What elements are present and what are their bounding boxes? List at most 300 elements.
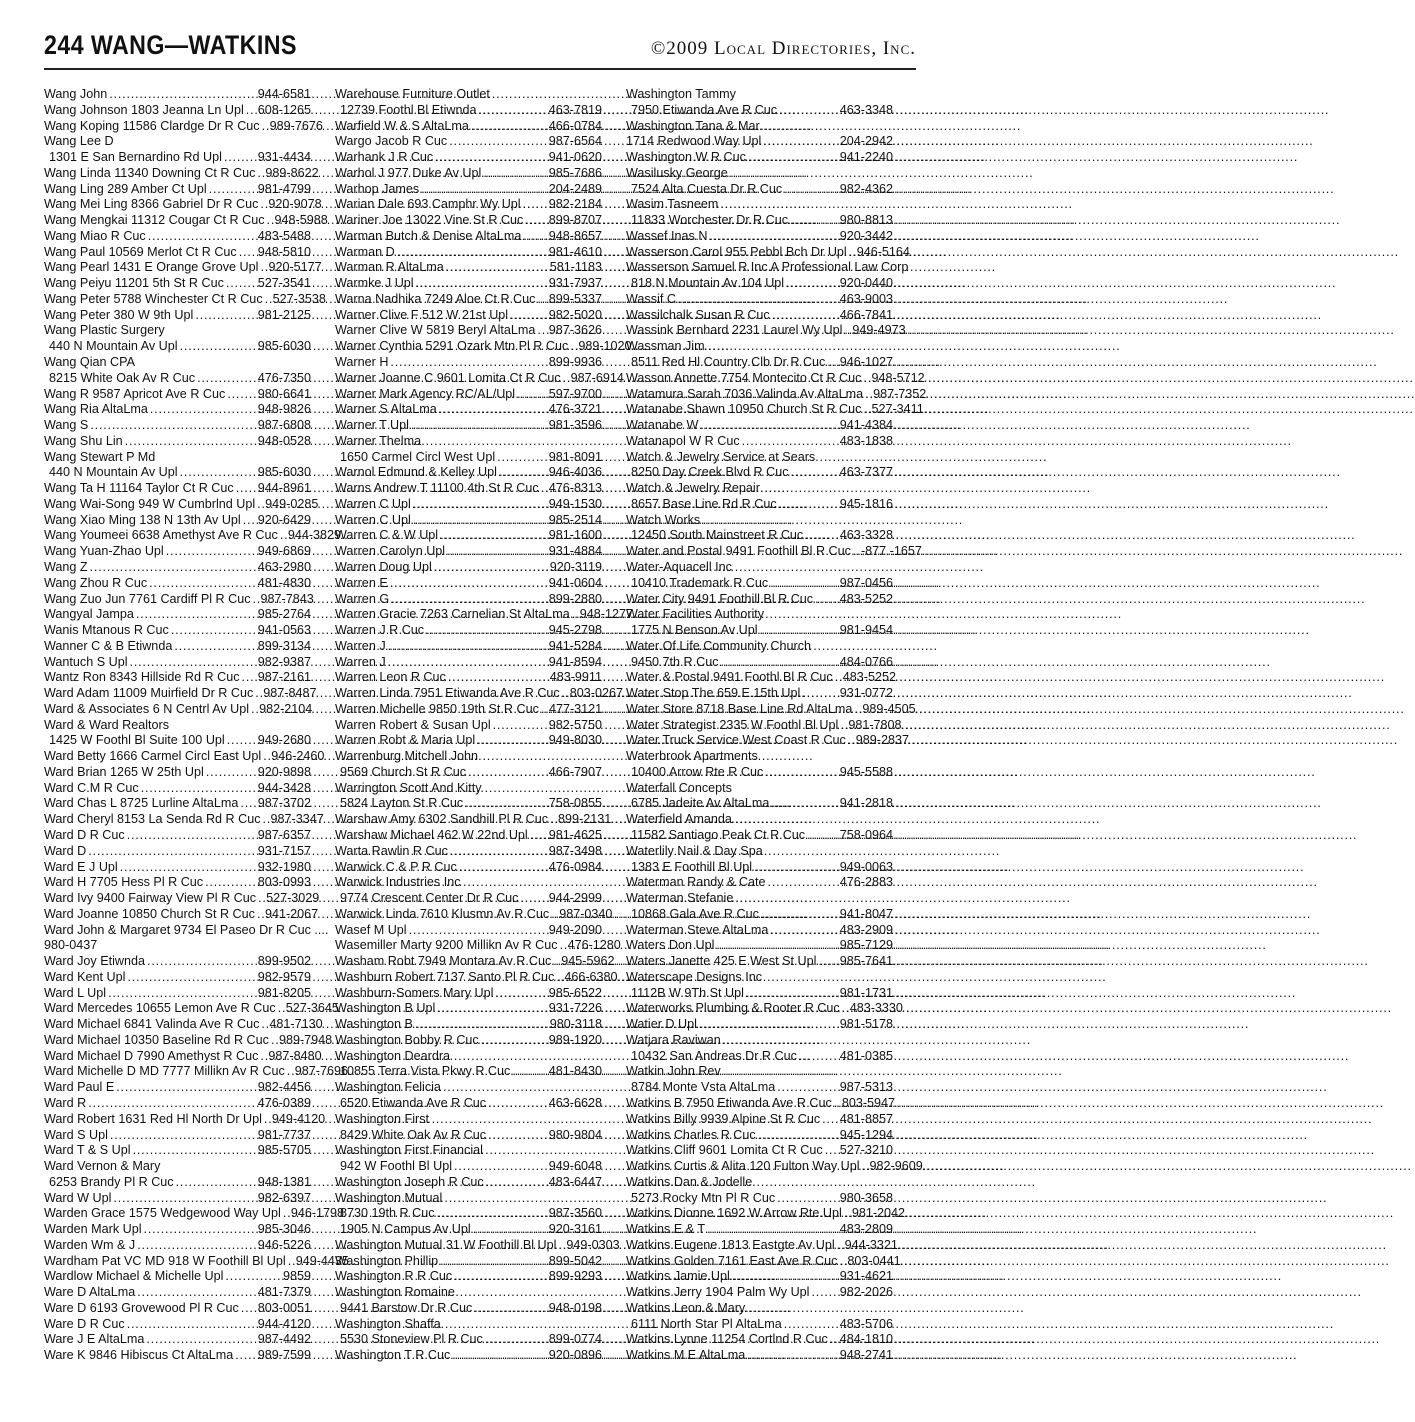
listing-name: Ward Michelle D MD 7777 Millikn Av R Cuc [44, 1064, 285, 1079]
phone-number: 932-1980 [257, 859, 311, 874]
listing-name: 9450 7th R Cuc [631, 654, 719, 669]
dot-leader [851, 544, 861, 560]
listing-entry [335, 796, 602, 812]
listing-entry [335, 906, 613, 923]
dot-leader [539, 481, 549, 497]
phone-number: 758-0964 [839, 827, 893, 842]
dot-leader [828, 1332, 840, 1348]
phone-number: 803-0441 [847, 1253, 901, 1268]
listing-entry [44, 1096, 311, 1112]
phone-number: 981-4610 [548, 244, 602, 259]
listing-heading [626, 450, 893, 466]
phone-number: 899-3134 [257, 638, 311, 653]
phone-number: 982-2184 [548, 197, 602, 212]
dot-leader [444, 260, 550, 276]
listing-entry [335, 465, 602, 481]
listing-name: Watkin John Rev [626, 1064, 721, 1079]
listing-entry [335, 1206, 602, 1222]
listing-heading [335, 1143, 602, 1159]
phone-number: 982-4456 [257, 1080, 311, 1095]
listing-name: Ward Mercedes 10655 Lemon Ave R Cuc [44, 1001, 276, 1016]
listing-name: Ward Robert 1631 Red Hl North Dr Upl [44, 1111, 262, 1126]
phone-number: 597-9700 [548, 386, 602, 401]
dot-leader [788, 213, 840, 229]
dot-leader [768, 576, 840, 592]
listing-name: Wang Yuan-Zhao Upl [44, 544, 164, 559]
listing-entry [44, 402, 311, 418]
phone-number: 463-2980 [257, 559, 311, 574]
dot-leader [510, 1064, 548, 1080]
dot-leader [446, 670, 550, 686]
listing-name: Washburn-Somers Mary Upl [335, 985, 494, 1000]
phone-number: 980-3658 [839, 1190, 893, 1205]
dot-leader [497, 465, 549, 481]
phone-number: 476-7350 [257, 370, 311, 385]
dot-leader [797, 1049, 840, 1065]
dot-leader [483, 1332, 549, 1348]
listing-entry [335, 1096, 602, 1112]
phone-number: 803-0051 [257, 1300, 311, 1315]
dot-leader [388, 576, 549, 592]
listing-entry [44, 245, 311, 261]
phone-number: 483-5488 [257, 228, 311, 243]
listing-entry [335, 260, 602, 276]
listing-name: Warman Butch & Denise AltaLma [335, 228, 522, 243]
listing-name: Warhop James [335, 181, 420, 196]
dot-leader [260, 119, 270, 135]
listing-entry [335, 308, 602, 324]
listing-name: 6253 Brandy Pl R Cuc [49, 1174, 174, 1189]
phone-number: 920-3161 [548, 1222, 602, 1237]
listing-entry [335, 245, 602, 261]
dot-leader [448, 844, 549, 860]
listing-entry [335, 292, 602, 308]
listing-heading [44, 718, 311, 734]
phone-number: 982-2104 [259, 701, 313, 716]
listing-entry [44, 560, 311, 576]
listing-heading [626, 639, 893, 655]
listing-entry [626, 544, 922, 560]
phone-number: 944-3829 [287, 528, 342, 543]
listing-name: Warren Carolyn Upl [335, 544, 446, 559]
dot-leader [861, 371, 871, 387]
listing-entry [626, 1159, 923, 1175]
phone-number: 204-2489 [548, 181, 602, 196]
listing-entry [626, 134, 893, 150]
listing-entry [335, 986, 602, 1002]
phone-number: 948-8657 [548, 228, 602, 243]
listing-entry [44, 513, 311, 529]
dot-leader [816, 954, 839, 970]
listing-entry [335, 1128, 602, 1144]
listing-entry [44, 528, 342, 544]
dot-leader [491, 718, 549, 734]
dot-leader [86, 1096, 258, 1112]
phone-number: 981-7808 [848, 717, 902, 732]
listing-entry [626, 308, 893, 324]
phone-number: 463-3348 [839, 102, 893, 117]
phone-number: 944-3428 [257, 780, 311, 795]
phone-number: 899-9293 [548, 1269, 602, 1284]
listing-entry [335, 1064, 602, 1080]
listing-name: Wang Ta H 11164 Taylor Ct R Cuc [44, 481, 234, 496]
listing-entry [44, 1206, 345, 1222]
listing-heading [44, 355, 311, 371]
dot-leader [125, 970, 257, 986]
listing-name: Wasim Tasneem [626, 197, 719, 212]
dot-leader [766, 875, 840, 891]
phone-number: 899-8707 [548, 213, 602, 228]
listing-name: Ward C.M R Cuc [44, 780, 139, 795]
phone-number: 920-9898 [257, 764, 311, 779]
listing-entry [44, 906, 319, 923]
listing-entry [335, 166, 602, 182]
phone-number: 484-0766 [839, 654, 893, 669]
listing-name: 980-0437 [44, 938, 98, 953]
dot-leader [777, 103, 840, 119]
listing-entry [44, 844, 311, 860]
phone-number: 945-5962 [561, 954, 615, 969]
dot-leader [258, 197, 268, 213]
listing-entry [335, 323, 602, 339]
listing-entry [44, 812, 324, 828]
listing-entry [44, 418, 311, 434]
phone-number: 476-2883 [839, 875, 893, 890]
phone-number: 982-5750 [548, 717, 602, 732]
dot-leader [432, 560, 550, 576]
dot-leader [111, 1191, 257, 1207]
listing-name: Watanabe W [626, 418, 699, 433]
phone-number: 920-3119 [549, 559, 602, 574]
dot-leader [800, 686, 839, 702]
phone-number: 527-3541 [257, 276, 311, 291]
listing-entry [335, 718, 602, 734]
listing-name: 6785 Jadeite Av AltaLma [631, 796, 770, 811]
listing-entry [626, 623, 893, 639]
dot-leader [263, 292, 273, 308]
listing-name: Wanis Mtanous R Cuc [44, 623, 169, 638]
listing-name: 1425 W Foothl Bl Suite 100 Upl [49, 733, 225, 748]
listing-name: Washington Phillip [335, 1253, 439, 1268]
phone-number: 476-8313 [548, 481, 602, 496]
listing-heading [44, 922, 329, 939]
dot-leader [419, 182, 549, 198]
dot-leader [172, 639, 257, 655]
dot-leader [178, 339, 258, 355]
listing-entry [44, 970, 311, 986]
phone-number: 945-1816 [839, 496, 893, 511]
dot-leader [535, 323, 548, 339]
listing-name: Washington Joseph R Cuc [335, 1174, 484, 1189]
phone-number: 483-9911 [549, 670, 602, 685]
phone-number: 466-0784 [548, 118, 602, 133]
dot-leader [861, 402, 871, 418]
phone-number: 981-7737 [257, 1127, 311, 1142]
dot-leader [207, 182, 258, 198]
dot-leader [259, 1017, 269, 1033]
listing-name: Wang Johnson 1803 Jeanna Ln Upl [44, 102, 244, 117]
listing-name: Warden Wm & J [44, 1237, 136, 1252]
listing-name: Warren J [335, 654, 386, 669]
phone-number: 941-0604 [548, 575, 602, 590]
phone-number: 463-3328 [839, 528, 893, 543]
phone-number: 987-8480 [268, 1048, 322, 1063]
dot-leader [411, 513, 549, 529]
phone-number: 483-5252 [842, 670, 896, 685]
listing-name: Wassef Inas N [626, 228, 708, 243]
listing-name: Watjara Raviwan [626, 1032, 721, 1047]
listing-name: Ward R [44, 1096, 87, 1110]
listing-heading [44, 450, 311, 466]
dot-leader [244, 103, 258, 119]
dot-leader [558, 938, 568, 954]
dot-leader [809, 1285, 839, 1301]
listing-name: Warehouse Furniture Outlet [335, 87, 490, 101]
phone-number: 931-7157 [257, 843, 311, 858]
listing-name: Warner H [335, 355, 389, 370]
dot-leader [255, 907, 265, 923]
phone-number: 985-6522 [548, 985, 602, 1000]
phone-number: 985-3046 [257, 1222, 311, 1237]
listing-entry [626, 528, 893, 544]
dot-leader [128, 655, 258, 671]
listing-entry [335, 923, 602, 939]
dot-leader [452, 1159, 549, 1175]
dot-leader [840, 1001, 850, 1017]
listing-entry [626, 686, 893, 702]
listing-entry [335, 1175, 602, 1191]
listing-entry [626, 733, 909, 749]
phone-number: 949-4435 [295, 1253, 349, 1268]
dot-leader [224, 276, 258, 292]
listing-heading [44, 1159, 311, 1175]
phone-number: 483-2809 [839, 1222, 893, 1237]
phone-number: 987-7843 [260, 591, 314, 606]
listing-name: Wang Ling 289 Amber Ct Upl [44, 181, 207, 196]
phone-number: 946-5164 [856, 244, 910, 259]
listing-entry [44, 733, 311, 749]
listing-name: Wang Paul 10569 Merlot Ct R Cuc [44, 244, 237, 259]
listing-name: Ward Brian 1265 W 25th Upl [44, 764, 204, 779]
phone-number: 946-5226 [257, 1237, 311, 1252]
listing-entry [335, 639, 602, 655]
dot-leader [714, 938, 839, 954]
listing-name: Warner T Upl [335, 418, 409, 433]
phone-number: 982-6397 [257, 1190, 311, 1205]
listing-entry [44, 670, 311, 686]
phone-number: 941-0620 [548, 150, 602, 165]
phone-number: 941-2240 [839, 150, 893, 165]
phone-number: 948-9826 [257, 402, 311, 417]
dot-leader [842, 1206, 852, 1222]
listing-name: Watkins Billy 9939 Alpine St R Cuc [626, 1111, 821, 1126]
listing-name: Wasserson Samuel R Inc A Professional Law Corp [626, 260, 909, 275]
listing-name: Warren E [335, 575, 388, 590]
listing-entry [626, 355, 893, 371]
listing-entry [44, 781, 311, 797]
dot-leader [193, 308, 257, 324]
dot-leader [746, 150, 840, 166]
dot-leader [238, 796, 257, 812]
phone-number: 989-4505 [862, 701, 916, 716]
dot-leader [424, 623, 549, 639]
listing-name: Warrenburg Mitchell John [335, 749, 479, 764]
phone-number: 989-8622 [265, 165, 319, 180]
listing-entry [626, 370, 925, 387]
phone-number: 985-7686 [548, 165, 602, 180]
listing-entry [44, 1285, 311, 1301]
listing-entry [335, 812, 612, 828]
listing-name: 818 N Mountain Av 104 Upl [631, 276, 785, 291]
listing-entry [44, 308, 311, 324]
listing-name: Water City 9491 Foothill Bl R Cuc [626, 591, 814, 606]
dot-leader [568, 339, 578, 355]
listing-name: Ward John & Margaret 9734 El Paseo Dr R Cuc .... [44, 922, 329, 937]
phone-number: 981-8205 [257, 985, 311, 1000]
dot-leader [486, 1128, 549, 1144]
phone-number: 803-0993 [257, 875, 311, 890]
phone-number: 948-0198 [548, 1300, 602, 1315]
listing-entry [626, 1001, 903, 1017]
listing-entry [626, 954, 893, 970]
dot-leader [805, 828, 840, 844]
phone-number: 981-5178 [839, 1017, 893, 1032]
phone-number: 949-0303 [566, 1237, 620, 1252]
dot-leader [759, 907, 840, 923]
dot-leader [539, 702, 549, 718]
listing-name: Warman R AltaLma [335, 260, 444, 275]
listing-entry [626, 717, 902, 734]
listing-entry [44, 702, 311, 718]
listing-entry [44, 1032, 333, 1049]
phone-number: 204-2942 [839, 134, 893, 149]
listing-entry [335, 1017, 602, 1033]
dot-leader [234, 481, 258, 497]
listing-name: Wang Wai-Song 949 W Cumbrlnd Upl [44, 496, 256, 511]
phone-number: 941-0563 [257, 623, 311, 638]
dot-leader [782, 1317, 840, 1333]
dot-leader [481, 166, 548, 182]
dot-leader [782, 182, 840, 198]
listing-name: Watkins Leon & Mary [626, 1300, 746, 1315]
phone-number: 985-7129 [839, 938, 893, 953]
listing-entry [335, 655, 602, 671]
dot-leader [789, 465, 840, 481]
listing-name: Ward Paul E [44, 1080, 115, 1095]
dot-leader [469, 119, 549, 135]
phone-number: 982-9387 [257, 654, 311, 669]
listing-name: 1650 Carmel Circl West Upl [340, 449, 496, 464]
listing-name: Watkins Charles R Cuc [626, 1127, 756, 1142]
dot-leader [407, 923, 549, 939]
listing-entry [626, 1017, 893, 1033]
phone-number: 476-3721 [548, 402, 602, 417]
listing-entry [335, 355, 602, 371]
listing-entry [626, 1237, 898, 1254]
listing-entry [44, 639, 311, 655]
phone-number: 463-9003 [839, 291, 893, 306]
dot-leader [535, 292, 548, 308]
listing-entry [44, 1111, 326, 1128]
dot-leader [435, 1206, 549, 1222]
phone-number: 9859 [282, 1269, 311, 1284]
dot-leader [833, 670, 843, 686]
listing-name: Warnol Edmund & Kelley Upl [335, 465, 497, 480]
listing-entry [44, 260, 322, 276]
listing-name: Water & Postal 9491 Foothl Bl R Cuc [626, 670, 833, 685]
listing-entry [626, 465, 893, 481]
phone-number: 527-3029 [266, 891, 320, 906]
listing-heading [626, 781, 893, 797]
listing-name: 10432 San Andreas Dr R Cuc [631, 1048, 797, 1063]
listing-name: 440 N Mountain Av Upl [49, 339, 178, 354]
phone-number: 949-4973 [852, 323, 906, 338]
listing-name: Wang Peter 5788 Winchester Ct R Cuc [44, 291, 263, 306]
phone-number: 483-3330 [849, 1001, 903, 1016]
listing-name: Water-Aquacell Inc [626, 559, 732, 574]
dot-leader [144, 1332, 257, 1348]
dot-leader [860, 1159, 870, 1175]
listing-name: 7950 Etiwanda Ave R Cuc [631, 102, 778, 117]
phone-number: 899-9936 [548, 355, 602, 370]
dot-leader [730, 1269, 840, 1285]
listing-entry [44, 1269, 311, 1285]
phone-number: 981-3596 [548, 418, 602, 433]
listing-entry [626, 182, 893, 198]
dot-leader [278, 528, 288, 544]
listing-name: Washington T R Cuc [335, 1348, 451, 1363]
phone-number: 949-1530 [548, 496, 602, 511]
dot-leader [178, 465, 258, 481]
listing-entry [335, 182, 602, 198]
dot-leader [107, 87, 258, 103]
phone-number: 945-5588 [839, 764, 893, 779]
phone-number: 481-7130 [269, 1017, 323, 1032]
listing-name: Ware D 6193 Grovewood Pl R Cuc [44, 1300, 239, 1315]
phone-number: 949-8030 [548, 733, 602, 748]
listing-heading [44, 938, 311, 954]
listing-entry [44, 103, 311, 119]
phone-number: 985-5705 [257, 1143, 311, 1158]
listing-name: Watkins Golden 7161 East Ave R Cuc [626, 1253, 838, 1268]
dot-leader [452, 1269, 549, 1285]
listing-entry [44, 591, 314, 608]
listing-name: Warren C Upl [335, 496, 411, 511]
listing-name: Warwick Industries Inc [335, 875, 461, 890]
listing-name: Wang Peter 380 W 9th Upl [44, 307, 194, 322]
listing-name: 5273 Rocky Mtn Pl R Cuc [631, 1190, 776, 1205]
dot-leader [135, 1238, 258, 1254]
dot-leader [863, 387, 873, 403]
dot-leader [386, 639, 549, 655]
phone-number: 981-4625 [548, 827, 602, 842]
dot-leader [438, 528, 549, 544]
dot-leader [752, 860, 840, 876]
listing-entry [44, 197, 322, 213]
listing-entry [626, 765, 893, 781]
phone-number: 484-1810 [839, 1332, 893, 1347]
phone-number: 987-5313 [839, 1080, 893, 1095]
listing-entry [335, 276, 602, 292]
dot-leader [813, 592, 840, 608]
listing-entry [626, 103, 893, 119]
phone-number: 981-1600 [548, 528, 602, 543]
dot-leader [147, 576, 258, 592]
listing-entry [335, 576, 602, 592]
page-header [44, 30, 916, 64]
listing-name: Ward T & S Upl [44, 1143, 131, 1158]
listing-heading [626, 891, 893, 907]
